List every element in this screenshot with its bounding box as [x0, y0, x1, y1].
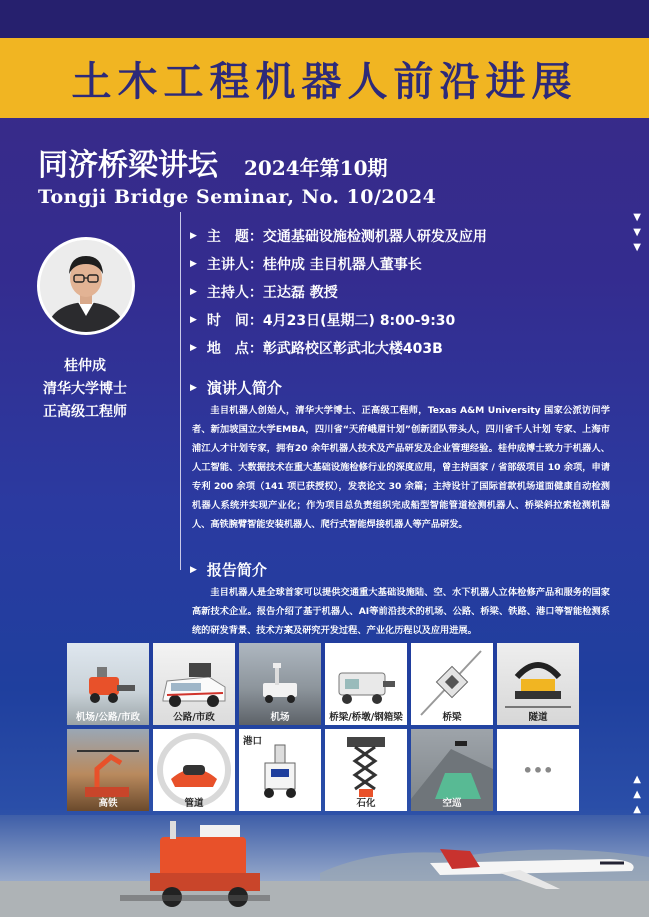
info-value: 彰武路校区彰武北大楼403B — [262, 341, 443, 357]
info-value: 4月23日(星期二) 8:00-9:30 — [262, 313, 456, 329]
tile-label: 隧道 — [528, 712, 548, 723]
title-banner — [0, 38, 649, 118]
info-row-time — [190, 306, 487, 334]
info-row-host — [190, 278, 487, 306]
tile-label: 管道 — [184, 798, 204, 809]
info-value: 交通基础设施检测机器人研发及应用 — [262, 229, 487, 245]
seminar-title-cn: 同济桥梁讲坛 — [38, 148, 218, 183]
top-strip — [0, 0, 649, 38]
bullet-icon: ▶ — [190, 259, 197, 269]
report-text: 圭目机器人是全球首家可以提供交通重大基础设施陆、空、水下机器人立体检修产品和服务的国家高新技术企业。报告介绍了基于机器人、AI等前沿技术的机场、公路、桥梁、铁路、港口等智能检测系统的研发背景、技术方案及研究开发过程、产业化历程以及应用进展。 — [192, 587, 610, 636]
gallery-tile — [153, 729, 235, 811]
tile-label: 机场/公路/市政 — [76, 712, 140, 723]
bullet-icon: ▶ — [190, 564, 197, 575]
info-label: 主讲人： — [206, 257, 263, 273]
info-row-speaker — [190, 250, 487, 278]
gallery-tile — [497, 643, 579, 725]
gallery-tile — [153, 643, 235, 725]
tile-label: 高铁 — [98, 798, 118, 809]
gallery-tile-more — [497, 729, 579, 811]
tile-label: 桥梁/桥墩/钢箱梁 — [329, 712, 403, 723]
more-icon: ••• — [522, 760, 554, 780]
info-label: 时 间： — [206, 313, 263, 329]
bullet-icon: ▶ — [190, 382, 197, 393]
gallery-tile — [325, 643, 407, 725]
report-heading — [190, 559, 267, 580]
bio-heading — [190, 377, 282, 398]
info-label: 地 点： — [206, 341, 263, 357]
gallery-tile — [411, 643, 493, 725]
banner-title: 土木工程机器人前沿进展 — [71, 57, 578, 105]
gallery-tile — [325, 729, 407, 811]
tile-label: 石化 — [356, 798, 376, 809]
tile-label: 机场 — [270, 712, 290, 723]
tile-label: 港口 — [243, 736, 263, 747]
speaker-avatar — [37, 237, 135, 335]
info-value: 王达磊 教授 — [262, 285, 338, 301]
tile-label: 桥梁 — [442, 712, 462, 723]
seminar-title-en: Tongji Bridge Seminar, No. 10/2024 — [38, 186, 437, 208]
gallery-tile — [67, 643, 149, 725]
gallery-tile — [67, 729, 149, 811]
down-arrows-decoration: ▼ ▼ ▼ — [633, 212, 641, 253]
speaker-name: 桂仲成 — [64, 358, 106, 374]
info-row-topic — [190, 222, 487, 250]
bullet-icon: ▶ — [190, 343, 197, 353]
seminar-heading — [38, 140, 436, 208]
gallery-tile — [411, 729, 493, 811]
event-info — [190, 222, 487, 362]
bullet-icon: ▶ — [190, 287, 197, 297]
bio-text: 圭目机器人创始人，清华大学博士、正高级工程师，Texas A&M University 国家公派访问学者、新加坡国立大学EMBA，四川省“天府峨眉计划”创新团队带头人，四川省千人计划 专家、上海市浦江人才计划专家，拥有20 余年机器人技术及产品研发及企业管理经验。桂仲成博士致力于机器人、人工智能、大数据技术在重大基础设施检修行业的深度应用，曾主持国家 / 省部级项目 10 余项，申请专利 200 余项（141 项已获授权），发表论文 30 余篇；主持设计了国际首款机场道面健康自动检测机器人系统并实现产业化；作为项目总负责组织完成船型智能管道检测机器人、桥梁斜拉索检测机器人、高铁腕臂智能安装机器人、爬行式智能焊接机器人等产品研发。 — [192, 405, 610, 530]
speaker-degree: 清华大学博士 — [43, 381, 127, 397]
report-heading-text: 报告简介 — [206, 561, 267, 579]
info-label: 主 题： — [206, 229, 263, 245]
speaker-title: 正高级工程师 — [43, 404, 127, 420]
tile-label: 空巡 — [442, 798, 462, 809]
info-value: 桂仲成 圭目机器人董事长 — [262, 257, 422, 273]
bullet-icon: ▶ — [190, 231, 197, 241]
divider-line — [180, 212, 181, 570]
bio-heading-text: 演讲人简介 — [206, 379, 282, 397]
info-label: 主持人： — [206, 285, 263, 301]
info-row-location — [190, 334, 487, 362]
airport-scene — [0, 815, 649, 917]
seminar-issue: 2024年第10期 — [244, 156, 388, 180]
bullet-icon: ▶ — [190, 315, 197, 325]
gallery-tile — [239, 729, 321, 811]
gallery-tile — [239, 643, 321, 725]
speaker-caption — [20, 355, 150, 424]
tile-label: 公路/市政 — [173, 712, 215, 723]
up-arrows-decoration: ▲ ▲ ▲ — [633, 774, 641, 815]
